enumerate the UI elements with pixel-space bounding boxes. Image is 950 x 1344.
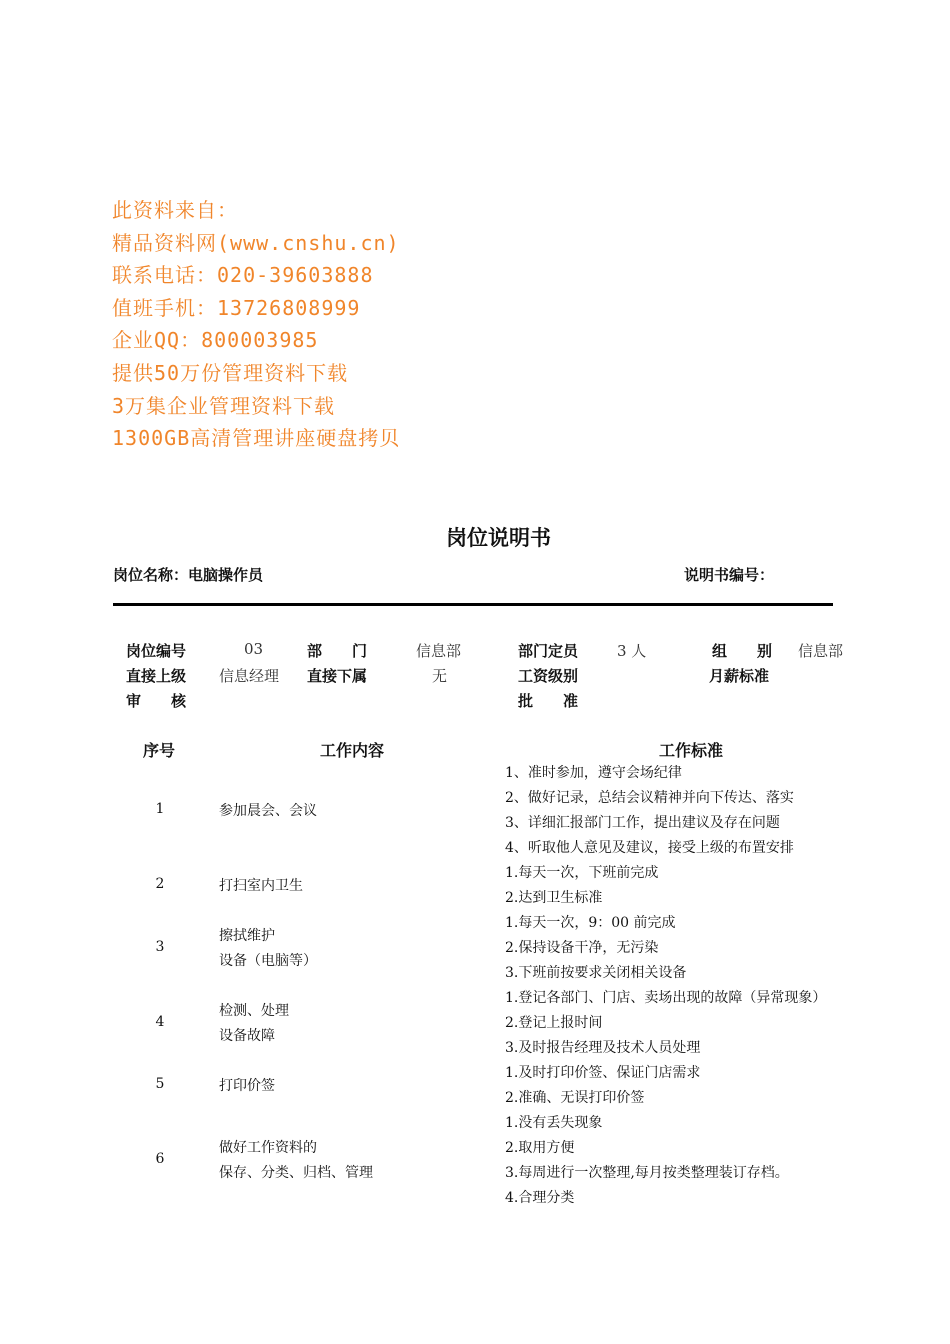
ad-line: 精品资料网(www.cnshu.cn)	[112, 230, 400, 255]
source-ad-block	[112, 194, 400, 455]
ad-line: 1300GB高清管理讲座硬盘拷贝	[112, 426, 401, 451]
row-standards: 1.每天一次，9：00 前完成 2.保持设备干净，无污染 3.下班前按要求关闭相关设备	[505, 915, 687, 981]
post-no-label: 岗位编号	[126, 642, 187, 660]
row-standards: 1.每天一次，下班前完成 2.达到卫生标准	[505, 865, 659, 906]
row-standards: 1、准时参加，遵守会场纪律 2、做好记录，总结会议精神并向下传达、落实 3、详细汇报部门工作，提出建议及存在问题 4、听取他人意见及建议，接受上级的布置安排	[505, 765, 794, 856]
group-value: 信息部	[798, 642, 844, 660]
doc-number-label: 说明书编号：	[684, 566, 775, 584]
quota-value: 3 人	[617, 642, 647, 660]
header-rule	[113, 603, 833, 606]
row-number: 6	[155, 1151, 165, 1167]
col-header-standard: 工作标准	[659, 741, 724, 760]
document-title: 岗位说明书	[446, 526, 551, 550]
row-content: 擦拭维护 设备（电脑等）	[219, 927, 317, 969]
ad-line: 3万集企业管理资料下载	[112, 393, 336, 418]
review-label: 审 核	[126, 692, 187, 710]
post-name: 岗位名称：电脑操作员	[113, 566, 264, 584]
row-content: 做好工作资料的 保存、分类、归档、管理	[219, 1140, 373, 1181]
grade-label: 工资级别	[518, 667, 579, 685]
row-content: 检测、处理 设备故障	[219, 1002, 289, 1044]
superior-value: 信息经理	[219, 667, 280, 685]
ad-line: 企业QQ：800003985	[112, 328, 319, 353]
quota-label: 部门定员	[518, 642, 579, 660]
row-content: 打印价签	[219, 1077, 275, 1094]
row-number: 4	[155, 1013, 165, 1030]
dept-label: 部 门	[307, 642, 368, 660]
ad-line: 此资料来自：	[112, 198, 238, 222]
group-label: 组 别	[712, 642, 773, 660]
superior-label: 直接上级	[126, 667, 187, 685]
row-standards: 1.没有丢失现象 2.取用方便 3.每周进行一次整理,每月按类整理装订存档。 4.合理分类	[505, 1115, 789, 1206]
subordinate-label: 直接下属	[307, 667, 368, 685]
row-number: 5	[155, 1076, 165, 1092]
row-number: 2	[155, 876, 165, 892]
row-content: 参加晨会、会议	[219, 802, 317, 819]
dept-value: 信息部	[416, 642, 462, 660]
row-standards: 1.及时打印价签、保证门店需求 2.准确、无误打印价签	[505, 1065, 701, 1106]
ad-line: 联系电话：020-39603888	[112, 263, 374, 288]
row-standards: 1.登记各部门、门店、卖场出现的故障（异常现象） 2.登记上报时间 3.及时报告经理及技术人员处理	[505, 990, 827, 1056]
subordinate-value: 无	[432, 667, 448, 685]
row-content: 打扫室内卫生	[219, 877, 303, 894]
ad-line: 值班手机：13726808999	[112, 295, 361, 320]
col-header-no: 序号	[143, 741, 176, 760]
ad-line: 提供50万份管理资料下载	[112, 360, 349, 385]
row-number: 1	[155, 801, 165, 817]
approve-label: 批 准	[518, 692, 579, 710]
salary-label: 月薪标准	[709, 667, 770, 685]
row-number: 3	[155, 938, 165, 955]
col-header-content: 工作内容	[320, 741, 385, 760]
post-no-value: 03	[244, 640, 264, 658]
